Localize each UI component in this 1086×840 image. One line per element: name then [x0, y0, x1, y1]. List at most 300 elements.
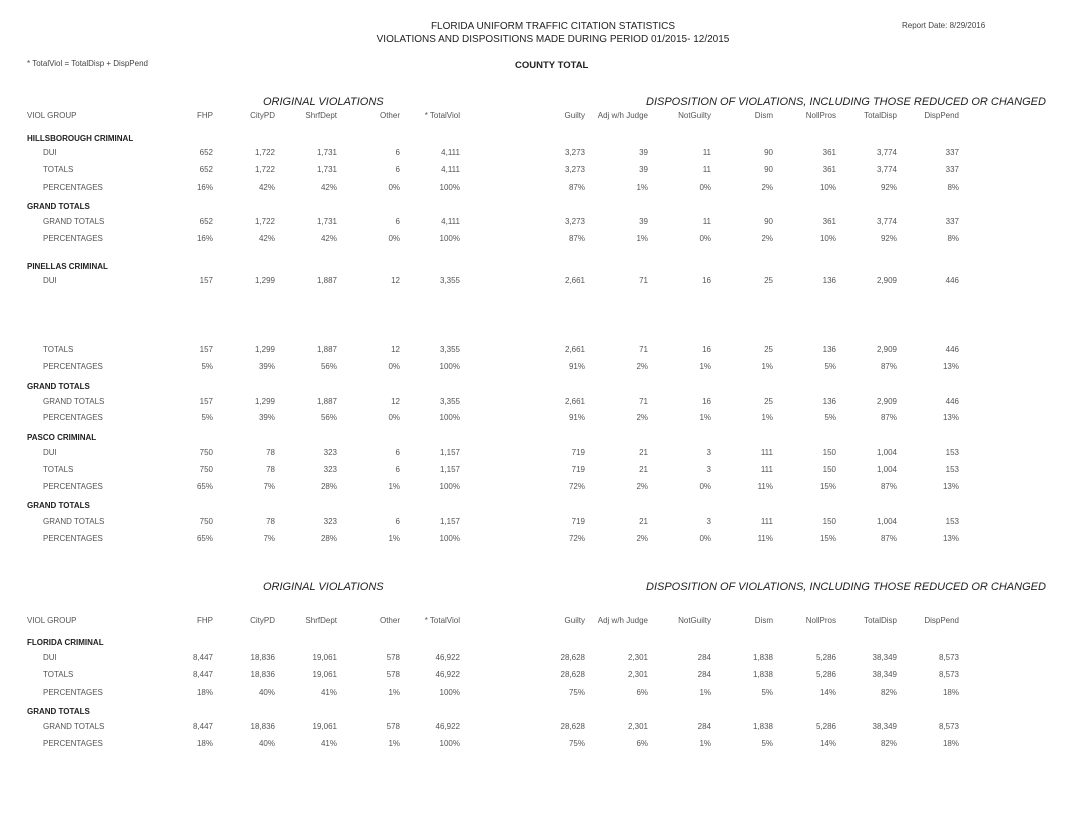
- col-header: CityPD: [250, 616, 275, 625]
- table-cell: 87%: [568, 183, 585, 192]
- table-cell: 2,661: [564, 276, 585, 285]
- table-cell: 2,661: [564, 345, 585, 354]
- table-cell: 157: [199, 345, 213, 354]
- table-cell: 1%: [636, 234, 648, 243]
- table-cell: 2,301: [627, 670, 648, 679]
- table-cell: 0%: [388, 413, 400, 422]
- table-cell: 1%: [388, 534, 400, 543]
- row-label: TOTALS: [43, 165, 74, 174]
- table-cell: 6: [395, 448, 400, 457]
- col-header: FHP: [197, 111, 213, 120]
- table-cell: 153: [945, 448, 959, 457]
- row-label: PERCENTAGES: [43, 183, 103, 192]
- table-cell: 2,661: [564, 397, 585, 406]
- col-header: DispPend: [924, 111, 959, 120]
- county-group-name: PINELLAS CRIMINAL: [27, 262, 108, 271]
- table-cell: 1,157: [439, 517, 460, 526]
- table-cell: 1,838: [752, 670, 773, 679]
- table-cell: 2%: [636, 362, 648, 371]
- table-cell: 100%: [439, 413, 460, 422]
- row-label: GRAND TOTALS: [43, 217, 105, 226]
- table-cell: 18%: [196, 688, 213, 697]
- county-group-name: PASCO CRIMINAL: [27, 433, 97, 442]
- col-header: Dism: [754, 616, 773, 625]
- table-cell: 11%: [757, 482, 773, 491]
- table-cell: 284: [697, 670, 711, 679]
- report-date: Report Date: 8/29/2016: [902, 21, 986, 30]
- table-cell: 39%: [258, 413, 275, 422]
- table-cell: 28,628: [560, 653, 585, 662]
- table-cell: 2%: [636, 534, 648, 543]
- table-cell: 90: [764, 165, 773, 174]
- table-cell: 1,157: [439, 465, 460, 474]
- table-cell: 78: [266, 517, 275, 526]
- table-cell: 18,836: [250, 670, 275, 679]
- table-cell: 21: [639, 448, 648, 457]
- table-cell: 2,301: [627, 653, 648, 662]
- table-cell: 1,887: [316, 345, 337, 354]
- table-cell: 1,731: [316, 165, 337, 174]
- table-cell: 10%: [819, 234, 836, 243]
- col-header: Adj w/h Judge: [597, 111, 648, 120]
- table-cell: 1%: [388, 739, 400, 748]
- table-cell: 65%: [196, 482, 213, 491]
- table-cell: 91%: [568, 362, 585, 371]
- table-cell: 46,922: [435, 670, 460, 679]
- table-cell: 8,447: [192, 722, 213, 731]
- table-cell: 3,355: [439, 345, 460, 354]
- row-label: PERCENTAGES: [43, 362, 103, 371]
- table-cell: 14%: [819, 739, 836, 748]
- table-cell: 90: [764, 217, 773, 226]
- table-cell: 719: [571, 465, 585, 474]
- table-cell: 652: [199, 165, 213, 174]
- col-header: Other: [379, 616, 400, 625]
- row-label: PERCENTAGES: [43, 482, 103, 491]
- table-cell: 2,909: [876, 276, 897, 285]
- table-cell: 100%: [439, 183, 460, 192]
- table-cell: 71: [639, 345, 648, 354]
- table-cell: 71: [639, 276, 648, 285]
- table-cell: 5%: [761, 688, 773, 697]
- table-cell: 6%: [636, 688, 648, 697]
- table-cell: 6: [395, 148, 400, 157]
- section-original-violations: ORIGINAL VIOLATIONS: [263, 581, 384, 593]
- table-cell: 19,061: [312, 722, 337, 731]
- table-cell: 446: [945, 397, 959, 406]
- table-cell: 578: [386, 670, 400, 679]
- table-cell: 16: [702, 397, 711, 406]
- col-header: NotGuilty: [678, 111, 711, 120]
- table-cell: 719: [571, 517, 585, 526]
- table-cell: 41%: [320, 688, 337, 697]
- table-cell: 7%: [263, 534, 275, 543]
- table-cell: 10%: [819, 183, 836, 192]
- table-cell: 284: [697, 653, 711, 662]
- table-cell: 39: [639, 148, 648, 157]
- row-label: DUI: [43, 276, 57, 285]
- table-cell: 2%: [636, 413, 648, 422]
- table-cell: 1%: [699, 362, 711, 371]
- table-cell: 1%: [699, 413, 711, 422]
- table-cell: 11: [702, 217, 711, 226]
- table-cell: 5,286: [815, 670, 836, 679]
- table-cell: 18%: [942, 688, 959, 697]
- row-label: TOTALS: [43, 345, 74, 354]
- table-cell: 150: [822, 465, 836, 474]
- row-label: GRAND TOTALS: [43, 722, 105, 731]
- table-cell: 0%: [388, 183, 400, 192]
- report-subtitle: VIOLATIONS AND DISPOSITIONS MADE DURING PERIOD 01/2015- 12/2015: [376, 34, 730, 45]
- table-cell: 13%: [942, 482, 959, 491]
- col-header-viol-group: VIOL GROUP: [27, 616, 77, 625]
- table-cell: 750: [199, 448, 213, 457]
- table-cell: 578: [386, 722, 400, 731]
- table-cell: 361: [822, 148, 836, 157]
- table-cell: 15%: [819, 482, 836, 491]
- table-cell: 6: [395, 217, 400, 226]
- table-cell: 28%: [320, 482, 337, 491]
- table-cell: 153: [945, 465, 959, 474]
- table-cell: 136: [822, 276, 836, 285]
- report-title: FLORIDA UNIFORM TRAFFIC CITATION STATISTICS: [430, 21, 676, 32]
- table-cell: 1,838: [752, 653, 773, 662]
- row-label: PERCENTAGES: [43, 688, 103, 697]
- table-cell: 150: [822, 448, 836, 457]
- section-original-violations: ORIGINAL VIOLATIONS: [263, 96, 384, 108]
- table-cell: 1%: [699, 688, 711, 697]
- table-cell: 2,301: [627, 722, 648, 731]
- table-cell: 16: [702, 276, 711, 285]
- table-cell: 56%: [320, 362, 337, 371]
- col-header: * TotalViol: [424, 111, 460, 120]
- table-cell: 38,349: [872, 670, 897, 679]
- table-cell: 82%: [880, 688, 897, 697]
- table-cell: 750: [199, 465, 213, 474]
- row-label: DUI: [43, 148, 57, 157]
- table-cell: 13%: [942, 534, 959, 543]
- table-cell: 8,573: [938, 653, 959, 662]
- table-cell: 82%: [880, 739, 897, 748]
- col-header: CityPD: [250, 111, 275, 120]
- table-cell: 92%: [880, 234, 897, 243]
- table-cell: 1,004: [876, 448, 897, 457]
- table-cell: 25: [764, 397, 773, 406]
- col-header: Other: [379, 111, 400, 120]
- table-cell: 100%: [439, 688, 460, 697]
- table-cell: 3,774: [876, 217, 897, 226]
- table-cell: 25: [764, 276, 773, 285]
- table-cell: 3,355: [439, 276, 460, 285]
- grand-totals-label: GRAND TOTALS: [27, 707, 90, 716]
- county-label: COUNTY TOTAL: [515, 60, 589, 71]
- grand-totals-label: GRAND TOTALS: [27, 202, 90, 211]
- col-header: ShrfDept: [305, 111, 337, 120]
- section-disposition: DISPOSITION OF VIOLATIONS, INCLUDING THOSE REDUCED OR CHANGED: [646, 581, 1046, 593]
- row-label: PERCENTAGES: [43, 413, 103, 422]
- table-cell: 87%: [880, 534, 897, 543]
- table-cell: 361: [822, 165, 836, 174]
- table-cell: 11%: [757, 534, 773, 543]
- table-cell: 42%: [320, 234, 337, 243]
- table-cell: 46,922: [435, 653, 460, 662]
- table-cell: 578: [386, 653, 400, 662]
- col-header: Dism: [754, 111, 773, 120]
- table-cell: 18%: [196, 739, 213, 748]
- row-label: TOTALS: [43, 670, 74, 679]
- col-header: Guilty: [564, 616, 585, 625]
- col-header: Adj w/h Judge: [597, 616, 648, 625]
- table-cell: 100%: [439, 534, 460, 543]
- table-cell: 39: [639, 165, 648, 174]
- table-cell: 5%: [824, 362, 836, 371]
- table-cell: 71: [639, 397, 648, 406]
- row-label: DUI: [43, 448, 57, 457]
- table-cell: 4,111: [441, 148, 460, 157]
- table-cell: 111: [760, 448, 773, 457]
- table-cell: 28,628: [560, 670, 585, 679]
- table-cell: 2%: [761, 183, 773, 192]
- table-cell: 7%: [263, 482, 275, 491]
- table-cell: 16%: [196, 234, 213, 243]
- table-cell: 18%: [942, 739, 959, 748]
- table-cell: 157: [199, 276, 213, 285]
- table-cell: 5,286: [815, 722, 836, 731]
- table-cell: 3: [706, 517, 711, 526]
- table-cell: 6: [395, 165, 400, 174]
- table-cell: 0%: [388, 362, 400, 371]
- table-cell: 136: [822, 345, 836, 354]
- table-cell: 11: [702, 165, 711, 174]
- table-cell: 100%: [439, 362, 460, 371]
- table-cell: 0%: [699, 183, 711, 192]
- table-cell: 1,299: [254, 397, 275, 406]
- table-cell: 446: [945, 276, 959, 285]
- table-cell: 1,722: [254, 217, 275, 226]
- table-cell: 16: [702, 345, 711, 354]
- table-cell: 46,922: [435, 722, 460, 731]
- table-cell: 337: [945, 148, 959, 157]
- table-cell: 361: [822, 217, 836, 226]
- table-cell: 284: [697, 722, 711, 731]
- table-cell: 18,836: [250, 722, 275, 731]
- table-cell: 65%: [196, 534, 213, 543]
- table-cell: 1,887: [316, 397, 337, 406]
- table-cell: 38,349: [872, 722, 897, 731]
- table-cell: 1,004: [876, 517, 897, 526]
- col-header: NollPros: [805, 111, 836, 120]
- table-cell: 3,355: [439, 397, 460, 406]
- table-cell: 1,887: [316, 276, 337, 285]
- table-cell: 78: [266, 448, 275, 457]
- col-header: ShrfDept: [305, 616, 337, 625]
- table-cell: 8,573: [938, 722, 959, 731]
- table-cell: 652: [199, 217, 213, 226]
- table-cell: 1,299: [254, 276, 275, 285]
- table-cell: 78: [266, 465, 275, 474]
- col-header: TotalDisp: [864, 616, 897, 625]
- table-cell: 40%: [258, 739, 275, 748]
- table-cell: 0%: [699, 534, 711, 543]
- table-cell: 92%: [880, 183, 897, 192]
- table-cell: 446: [945, 345, 959, 354]
- col-header-viol-group: VIOL GROUP: [27, 111, 77, 120]
- table-cell: 2%: [636, 482, 648, 491]
- table-cell: 100%: [439, 739, 460, 748]
- table-cell: 5%: [201, 413, 213, 422]
- table-cell: 750: [199, 517, 213, 526]
- county-group-name: FLORIDA CRIMINAL: [27, 638, 104, 647]
- table-cell: 13%: [942, 362, 959, 371]
- row-label: DUI: [43, 653, 57, 662]
- col-header: NollPros: [805, 616, 836, 625]
- col-header: * TotalViol: [424, 616, 460, 625]
- table-cell: 8,573: [938, 670, 959, 679]
- table-cell: 12: [391, 397, 400, 406]
- table-cell: 111: [760, 517, 773, 526]
- row-label: PERCENTAGES: [43, 534, 103, 543]
- table-cell: 75%: [568, 688, 585, 697]
- table-cell: 1,722: [254, 148, 275, 157]
- table-cell: 8%: [947, 234, 959, 243]
- table-cell: 39%: [258, 362, 275, 371]
- table-cell: 11: [702, 148, 711, 157]
- table-cell: 41%: [320, 739, 337, 748]
- table-cell: 4,111: [441, 217, 460, 226]
- table-cell: 3,273: [564, 165, 585, 174]
- table-cell: 72%: [568, 482, 585, 491]
- table-cell: 13%: [942, 413, 959, 422]
- table-cell: 100%: [439, 234, 460, 243]
- table-cell: 1,299: [254, 345, 275, 354]
- table-cell: 1%: [699, 739, 711, 748]
- table-cell: 40%: [258, 688, 275, 697]
- table-cell: 8%: [947, 183, 959, 192]
- table-cell: 0%: [699, 234, 711, 243]
- row-label: TOTALS: [43, 465, 74, 474]
- table-cell: 25: [764, 345, 773, 354]
- row-label: GRAND TOTALS: [43, 397, 105, 406]
- table-cell: 157: [199, 397, 213, 406]
- table-cell: 3,774: [876, 148, 897, 157]
- table-cell: 21: [639, 517, 648, 526]
- table-cell: 5%: [201, 362, 213, 371]
- table-cell: 3,774: [876, 165, 897, 174]
- table-cell: 0%: [699, 482, 711, 491]
- table-cell: 3,273: [564, 148, 585, 157]
- table-cell: 12: [391, 276, 400, 285]
- table-cell: 16%: [196, 183, 213, 192]
- county-group-name: HILLSBOROUGH CRIMINAL: [27, 134, 134, 143]
- table-cell: 0%: [388, 234, 400, 243]
- table-cell: 3,273: [564, 217, 585, 226]
- table-cell: 5,286: [815, 653, 836, 662]
- table-cell: 6%: [636, 739, 648, 748]
- table-cell: 87%: [568, 234, 585, 243]
- table-cell: 3: [706, 465, 711, 474]
- table-cell: 19,061: [312, 670, 337, 679]
- col-header: DispPend: [924, 616, 959, 625]
- table-cell: 3: [706, 448, 711, 457]
- table-cell: 91%: [568, 413, 585, 422]
- table-cell: 1%: [761, 413, 773, 422]
- table-cell: 1%: [761, 362, 773, 371]
- table-cell: 8,447: [192, 653, 213, 662]
- grand-totals-label: GRAND TOTALS: [27, 382, 90, 391]
- table-cell: 42%: [320, 183, 337, 192]
- table-cell: 1,157: [439, 448, 460, 457]
- table-cell: 15%: [819, 534, 836, 543]
- table-cell: 2,909: [876, 345, 897, 354]
- table-cell: 6: [395, 465, 400, 474]
- formula-note: * TotalViol = TotalDisp + DispPend: [27, 59, 148, 68]
- table-cell: 150: [822, 517, 836, 526]
- table-cell: 18,836: [250, 653, 275, 662]
- table-cell: 1%: [388, 688, 400, 697]
- table-cell: 323: [323, 448, 337, 457]
- table-cell: 100%: [439, 482, 460, 491]
- table-cell: 56%: [320, 413, 337, 422]
- table-cell: 111: [760, 465, 773, 474]
- row-label: GRAND TOTALS: [43, 517, 105, 526]
- table-cell: 90: [764, 148, 773, 157]
- table-cell: 42%: [258, 234, 275, 243]
- table-cell: 87%: [880, 362, 897, 371]
- col-header: Guilty: [564, 111, 585, 120]
- table-cell: 1,838: [752, 722, 773, 731]
- table-cell: 42%: [258, 183, 275, 192]
- table-cell: 19,061: [312, 653, 337, 662]
- table-cell: 72%: [568, 534, 585, 543]
- table-cell: 1,722: [254, 165, 275, 174]
- table-cell: 38,349: [872, 653, 897, 662]
- table-cell: 28,628: [560, 722, 585, 731]
- table-cell: 5%: [824, 413, 836, 422]
- table-cell: 1%: [388, 482, 400, 491]
- table-cell: 719: [571, 448, 585, 457]
- section-disposition: DISPOSITION OF VIOLATIONS, INCLUDING THOSE REDUCED OR CHANGED: [646, 96, 1046, 108]
- table-cell: 75%: [568, 739, 585, 748]
- row-label: PERCENTAGES: [43, 739, 103, 748]
- table-cell: 87%: [880, 482, 897, 491]
- table-cell: 39: [639, 217, 648, 226]
- row-label: PERCENTAGES: [43, 234, 103, 243]
- table-cell: 1,004: [876, 465, 897, 474]
- table-cell: 5%: [761, 739, 773, 748]
- grand-totals-label: GRAND TOTALS: [27, 501, 90, 510]
- table-cell: 337: [945, 217, 959, 226]
- table-cell: 1,731: [316, 148, 337, 157]
- table-cell: 323: [323, 465, 337, 474]
- table-cell: 28%: [320, 534, 337, 543]
- table-cell: 14%: [819, 688, 836, 697]
- table-cell: 87%: [880, 413, 897, 422]
- table-cell: 6: [395, 517, 400, 526]
- table-cell: 136: [822, 397, 836, 406]
- table-cell: 652: [199, 148, 213, 157]
- table-cell: 2,909: [876, 397, 897, 406]
- col-header: TotalDisp: [864, 111, 897, 120]
- col-header: NotGuilty: [678, 616, 711, 625]
- table-cell: 1%: [636, 183, 648, 192]
- table-cell: 8,447: [192, 670, 213, 679]
- table-cell: 1,731: [316, 217, 337, 226]
- table-cell: 4,111: [441, 165, 460, 174]
- table-cell: 2%: [761, 234, 773, 243]
- table-cell: 337: [945, 165, 959, 174]
- table-cell: 153: [945, 517, 959, 526]
- table-cell: 12: [391, 345, 400, 354]
